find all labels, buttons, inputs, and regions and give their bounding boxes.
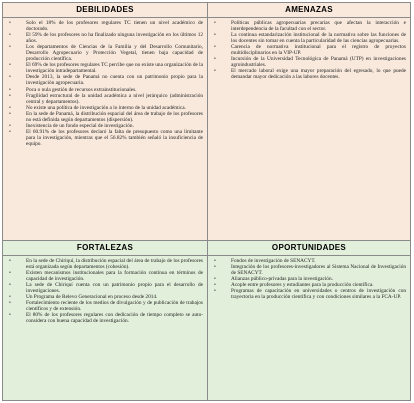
list-item: • Fragilidad estructural de la unidad académica a nivel jerárquico (administración central y departamentos). [3, 93, 203, 105]
list-item: • El 60.91% de los profesores declaró la falta de presupuesto como una limitante para la investigación, mientras que el 56.82% también señaló la insuficiencia de equipo. [3, 129, 203, 147]
list-item: • Incursión de la Universidad Tecnológica de Panamá (UTP) en investigaciones agroindustriales. [208, 56, 406, 68]
oportunidades-heading: OPORTUNIDADES [208, 241, 410, 256]
list-item: • Poca o nula gestión de recursos extrainstitucionales. [3, 87, 203, 93]
list-item: • Políticas públicas agropecuarias precarias que afectan la interacción e interdependencia de la facultad con el sector. [208, 20, 406, 32]
list-item: • En la sede de Panamá, la distribución espacial del área de trabajo de los profesores no está definida según departamentos (dispersión). [3, 111, 203, 123]
list-item: • Los departamentos de Ciencias de la Familia y del Desarrollo Comunitario, Desarrollo Agropecuario y Protección Vegetal, tienen baja capacidad de producción científica. [3, 44, 203, 62]
list-item: • No existe una política de investigación a lo interno de la unidad académica. [3, 105, 203, 111]
amenazas-list [208, 20, 406, 80]
list-item: • Carencia de normativa institucional para el registro de proyectos multidisciplinarios en la VIP-UP. [208, 44, 406, 56]
list-item: • La sede de Chiriquí cuenta con un patrimonio propio para el desarrollo de investigaciones. [3, 282, 203, 294]
debilidades-list [3, 20, 203, 147]
debilidades-heading: DEBILIDADES [3, 3, 207, 18]
list-item: • Desde 2013, la sede de Panamá no cuenta con un patrimonio propio para la investigación agropecuaria. [3, 74, 203, 86]
list-item: • El 69% de los profesores regulares TC percibe que no existe una organización de la investigación intradepartamental. [3, 62, 203, 74]
oportunidades-quadrant [208, 241, 410, 400]
fortalezas-heading: FORTALEZAS [3, 241, 207, 256]
list-item: • Acople entre profesores y estudiantes para la producción científica. [208, 282, 406, 288]
fortalezas-list [3, 258, 203, 325]
list-item: • Fortalecimiento reciente de los medios de divulgación y de publicación de trabajos científicos y de extensión. [3, 300, 203, 312]
swot-matrix [2, 2, 411, 401]
list-item: • El mercado laboral exige una mayor preparación del egresado, lo que puede demandar mayor dedicación a las labores docentes. [208, 68, 406, 80]
list-item: • Fondos de investigación de SENACYT. [208, 258, 406, 264]
list-item: • La continua estandarización institucional de la normativa sobre las funciones de los docentes sin tomar en cuenta la particularidad de las ciencias agropecuarias. [208, 32, 406, 44]
list-item: • El 80% de los profesores regulares con dedicación de tiempo completo se auto-considera con buena capacidad de investigación. [3, 312, 203, 324]
list-item: • Inexistencia de un fondo especial de investigación. [3, 123, 203, 129]
fortalezas-quadrant [3, 241, 208, 400]
list-item: • Programas de capacitación en universidades o centros de investigación con trayectoria en la producción científica y con condiciones similares a la FCA-UP. [208, 288, 406, 300]
amenazas-heading: AMENAZAS [208, 3, 410, 18]
list-item: • El 59% de los profesores no ha finalizado ninguna investigación en los últimos 12 años. [3, 32, 203, 44]
oportunidades-list [208, 258, 406, 300]
list-item: • Solo el 18% de los profesores regulares TC tienen un nivel académico de doctorado. [3, 20, 203, 32]
list-item: • En la sede de Chiriquí, la distribución espacial del área de trabajo de los profesores está organizada según departamentos (cohesión). [3, 258, 203, 270]
list-item: • Existen mecanismos institucionales para la formación continua en términos de capacidad de investigación. [3, 270, 203, 282]
amenazas-quadrant [208, 3, 410, 241]
list-item: • Integración de los profesores-investigadores al Sistema Nacional de Investigación de SENACYT. [208, 264, 406, 276]
list-item: • Alianzas público-privadas para la investigación. [208, 276, 406, 282]
list-item: • Un Programa de Relevo Generacional en proceso desde 2014. [3, 294, 203, 300]
debilidades-quadrant [3, 3, 208, 241]
